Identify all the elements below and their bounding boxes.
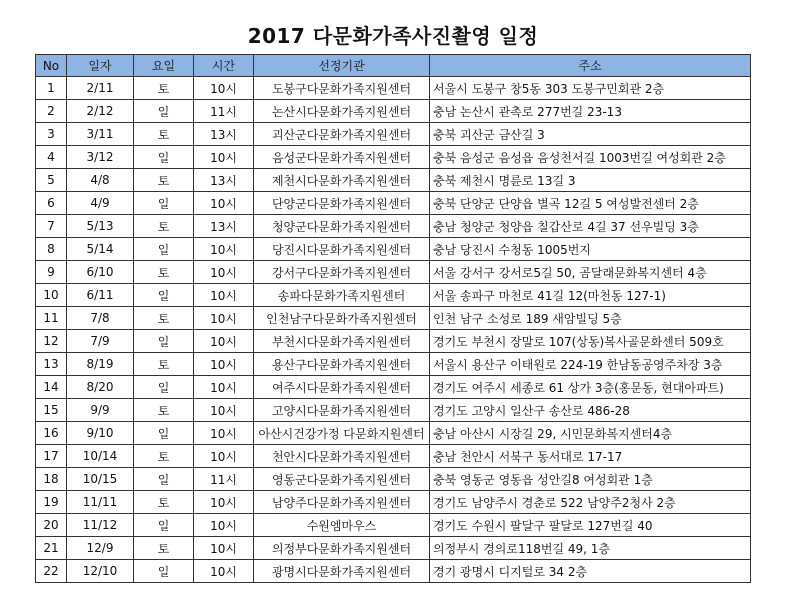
cell-time: 10시 [194, 560, 254, 583]
cell-address: 충남 당진시 수청동 1005번지 [430, 238, 751, 261]
table-row [36, 261, 751, 284]
header-no: No [36, 55, 67, 77]
table-row [36, 169, 751, 192]
cell-address: 경기도 고양시 일산구 송산로 486-28 [430, 399, 751, 422]
cell-time: 10시 [194, 307, 254, 330]
cell-organization: 청양군다문화가족지원센터 [254, 215, 430, 238]
cell-date: 4/8 [67, 169, 134, 192]
table-row [36, 146, 751, 169]
cell-no: 14 [36, 376, 67, 399]
cell-organization: 영동군다문화가족지원센터 [254, 468, 430, 491]
cell-day: 토 [134, 123, 194, 146]
cell-address: 서울시 도봉구 창5동 303 도봉구민회관 2층 [430, 77, 751, 100]
cell-no: 19 [36, 491, 67, 514]
cell-date: 2/11 [67, 77, 134, 100]
cell-organization: 용산구다문화가족지원센터 [254, 353, 430, 376]
cell-date: 11/12 [67, 514, 134, 537]
cell-address: 충북 영동군 영동읍 성안길8 여성회관 1층 [430, 468, 751, 491]
cell-date: 10/15 [67, 468, 134, 491]
cell-address: 경기도 여주시 세종로 61 상가 3층(홍문동, 현대아파트) [430, 376, 751, 399]
cell-organization: 부천시다문화가족지원센터 [254, 330, 430, 353]
cell-no: 17 [36, 445, 67, 468]
cell-time: 10시 [194, 284, 254, 307]
cell-organization: 수원엠마우스 [254, 514, 430, 537]
cell-organization: 아산시건강가정 다문화지원센터 [254, 422, 430, 445]
cell-address: 충북 단양군 단양읍 별곡 12길 5 여성발전센터 2층 [430, 192, 751, 215]
cell-date: 11/11 [67, 491, 134, 514]
cell-date: 8/19 [67, 353, 134, 376]
table-row [36, 560, 751, 583]
cell-time: 10시 [194, 330, 254, 353]
table-row [36, 353, 751, 376]
cell-date: 4/9 [67, 192, 134, 215]
cell-time: 10시 [194, 77, 254, 100]
cell-organization: 논산시다문화가족지원센터 [254, 100, 430, 123]
cell-no: 20 [36, 514, 67, 537]
cell-date: 2/12 [67, 100, 134, 123]
cell-date: 7/9 [67, 330, 134, 353]
cell-time: 10시 [194, 514, 254, 537]
cell-day: 일 [134, 284, 194, 307]
cell-date: 3/12 [67, 146, 134, 169]
cell-organization: 제천시다문화가족지원센터 [254, 169, 430, 192]
cell-day: 일 [134, 100, 194, 123]
cell-address: 충북 음성군 음성읍 음성천서길 1003번길 여성회관 2층 [430, 146, 751, 169]
header-date: 일자 [67, 55, 134, 77]
table-row [36, 123, 751, 146]
cell-no: 3 [36, 123, 67, 146]
cell-no: 11 [36, 307, 67, 330]
cell-no: 7 [36, 215, 67, 238]
table-row [36, 330, 751, 353]
table-row [36, 307, 751, 330]
table-row [36, 284, 751, 307]
table-row [36, 77, 751, 100]
cell-date: 12/9 [67, 537, 134, 560]
cell-organization: 강서구다문화가족지원센터 [254, 261, 430, 284]
cell-no: 2 [36, 100, 67, 123]
cell-day: 토 [134, 353, 194, 376]
cell-no: 9 [36, 261, 67, 284]
cell-day: 일 [134, 560, 194, 583]
cell-time: 13시 [194, 123, 254, 146]
cell-time: 10시 [194, 445, 254, 468]
cell-no: 16 [36, 422, 67, 445]
cell-time: 10시 [194, 422, 254, 445]
table-row [36, 238, 751, 261]
table-row [36, 537, 751, 560]
cell-no: 15 [36, 399, 67, 422]
cell-date: 5/13 [67, 215, 134, 238]
cell-organization: 광명시다문화가족지원센터 [254, 560, 430, 583]
cell-no: 8 [36, 238, 67, 261]
cell-day: 토 [134, 169, 194, 192]
cell-date: 10/14 [67, 445, 134, 468]
cell-date: 6/11 [67, 284, 134, 307]
cell-date: 9/9 [67, 399, 134, 422]
cell-organization: 고양시다문화가족지원센터 [254, 399, 430, 422]
table-row [36, 491, 751, 514]
cell-time: 11시 [194, 100, 254, 123]
cell-day: 토 [134, 491, 194, 514]
cell-date: 7/8 [67, 307, 134, 330]
cell-address: 충북 제천시 명륜로 13길 3 [430, 169, 751, 192]
page-title: 2017 다문화가족사진촬영 일정 [247, 24, 539, 48]
cell-date: 5/14 [67, 238, 134, 261]
cell-organization: 남양주다문화가족지원센터 [254, 491, 430, 514]
cell-day: 일 [134, 514, 194, 537]
cell-organization: 천안시다문화가족지원센터 [254, 445, 430, 468]
cell-time: 11시 [194, 468, 254, 491]
cell-address: 충남 아산시 시장길 29, 시민문화복지센터4층 [430, 422, 751, 445]
table-row [36, 468, 751, 491]
cell-time: 10시 [194, 261, 254, 284]
table-row [36, 376, 751, 399]
cell-day: 일 [134, 192, 194, 215]
cell-no: 1 [36, 77, 67, 100]
cell-organization: 송파다문화가족지원센터 [254, 284, 430, 307]
cell-time: 13시 [194, 215, 254, 238]
cell-address: 서울 강서구 강서로5길 50, 곰달래문화복지센터 4층 [430, 261, 751, 284]
cell-date: 6/10 [67, 261, 134, 284]
cell-time: 10시 [194, 376, 254, 399]
cell-address: 경기도 부천시 장말로 107(상동)복사골문화센터 509호 [430, 330, 751, 353]
cell-organization: 의정부다문화가족지원센터 [254, 537, 430, 560]
table-row [36, 445, 751, 468]
header-day: 요일 [134, 55, 194, 77]
table-row [36, 192, 751, 215]
cell-no: 5 [36, 169, 67, 192]
cell-address: 경기 광명시 디지털로 34 2층 [430, 560, 751, 583]
cell-address: 인천 남구 소성로 189 새암빌딩 5층 [430, 307, 751, 330]
table-row [36, 100, 751, 123]
cell-address: 경기도 수원시 팔달구 팔달로 127번길 40 [430, 514, 751, 537]
cell-organization: 괴산군다문화가족지원센터 [254, 123, 430, 146]
cell-day: 일 [134, 330, 194, 353]
cell-organization: 음성군다문화가족지원센터 [254, 146, 430, 169]
cell-time: 10시 [194, 537, 254, 560]
cell-no: 6 [36, 192, 67, 215]
cell-day: 토 [134, 445, 194, 468]
cell-address: 의정부시 경의로118번길 49, 1층 [430, 537, 751, 560]
header-organization: 선정기관 [254, 55, 430, 77]
cell-day: 토 [134, 307, 194, 330]
cell-no: 22 [36, 560, 67, 583]
cell-time: 13시 [194, 169, 254, 192]
cell-address: 충남 청양군 청양읍 칠갑산로 4길 37 선우빌딩 3층 [430, 215, 751, 238]
cell-time: 10시 [194, 399, 254, 422]
cell-organization: 도봉구다문화가족지원센터 [254, 77, 430, 100]
header-address: 주소 [430, 55, 751, 77]
table-row [36, 422, 751, 445]
cell-date: 8/20 [67, 376, 134, 399]
cell-time: 10시 [194, 491, 254, 514]
cell-date: 9/10 [67, 422, 134, 445]
cell-day: 토 [134, 215, 194, 238]
header-row [36, 55, 751, 77]
cell-address: 경기도 남양주시 경춘로 522 남양주2청사 2층 [430, 491, 751, 514]
cell-day: 일 [134, 376, 194, 399]
cell-day: 일 [134, 238, 194, 261]
cell-time: 10시 [194, 353, 254, 376]
cell-time: 10시 [194, 192, 254, 215]
schedule-table [35, 54, 751, 583]
cell-day: 일 [134, 146, 194, 169]
cell-no: 21 [36, 537, 67, 560]
cell-organization: 당진시다문화가족지원센터 [254, 238, 430, 261]
cell-organization: 여주시다문화가족지원센터 [254, 376, 430, 399]
cell-no: 4 [36, 146, 67, 169]
cell-no: 13 [36, 353, 67, 376]
cell-organization: 단양군다문화가족지원센터 [254, 192, 430, 215]
cell-day: 토 [134, 399, 194, 422]
cell-address: 충북 괴산군 금산길 3 [430, 123, 751, 146]
cell-no: 10 [36, 284, 67, 307]
header-time: 시간 [194, 55, 254, 77]
cell-time: 10시 [194, 146, 254, 169]
cell-no: 12 [36, 330, 67, 353]
cell-time: 10시 [194, 238, 254, 261]
cell-day: 토 [134, 77, 194, 100]
cell-day: 일 [134, 468, 194, 491]
table-row [36, 399, 751, 422]
table-row [36, 514, 751, 537]
cell-date: 12/10 [67, 560, 134, 583]
cell-organization: 인천남구다문화가족지원센터 [254, 307, 430, 330]
cell-day: 토 [134, 261, 194, 284]
cell-date: 3/11 [67, 123, 134, 146]
cell-day: 토 [134, 537, 194, 560]
cell-day: 일 [134, 422, 194, 445]
cell-no: 18 [36, 468, 67, 491]
cell-address: 충남 천안시 서북구 동서대로 17-17 [430, 445, 751, 468]
cell-address: 충남 논산시 관촉로 277번길 23-13 [430, 100, 751, 123]
cell-address: 서울시 용산구 이태원로 224-19 한남동공영주차장 3층 [430, 353, 751, 376]
table-row [36, 215, 751, 238]
cell-address: 서울 송파구 마천로 41길 12(마천동 127-1) [430, 284, 751, 307]
